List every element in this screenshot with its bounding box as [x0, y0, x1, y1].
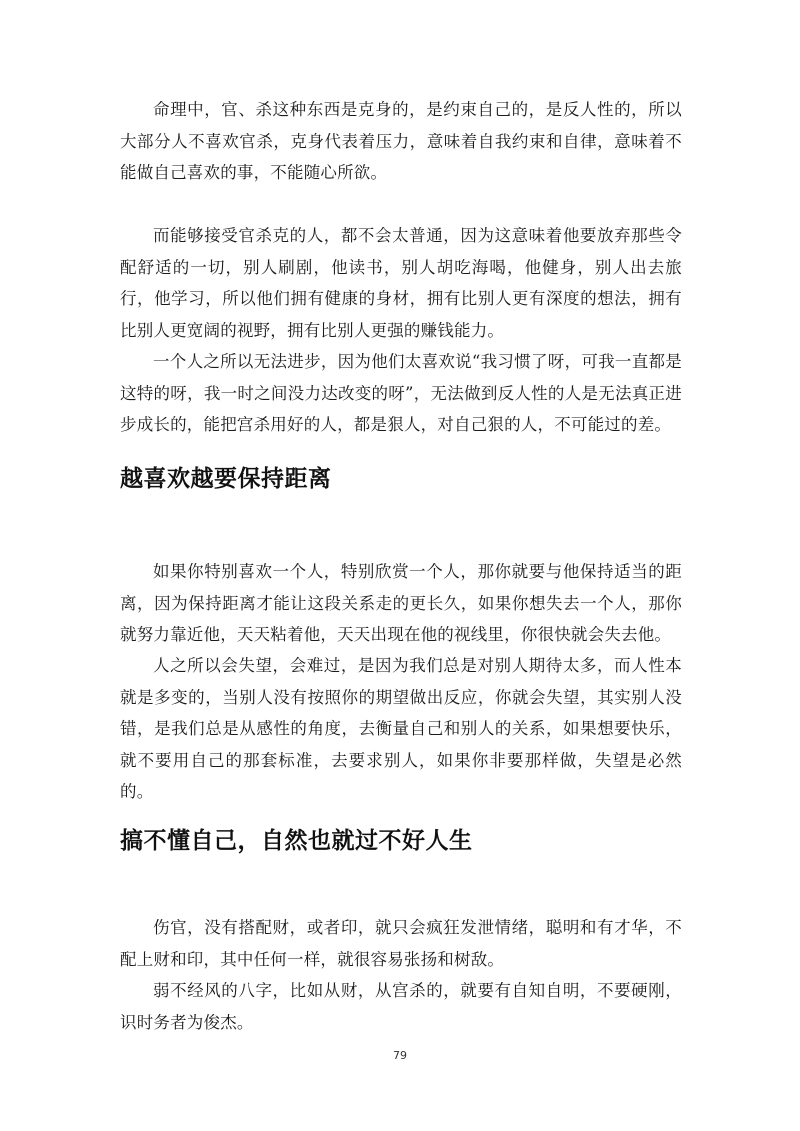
paragraph-hurting-officer: 伤官，没有搭配财，或者印，就只会疯狂发泄情绪，聪明和有才华，不配上财和印，其中任何一样，就很容易张扬和树敌。 — [120, 918, 682, 969]
paragraph-accepting-restraint: 而能够接受官杀克的人，都不会太普通，因为这意味着他要放弃那些令配舒适的一切，别人刷剧，他读书，别人胡吃海喝，他健身，别人出去旅行，他学习，所以他们拥有健康的身材，拥有比别人更有深度的想法，拥有比别人更宽阔的视野，拥有比别人更强的赚钱能力。 — [120, 226, 682, 340]
section-heading-understand-yourself: 搞不懂自己，自然也就过不好人生 — [120, 828, 473, 854]
page-number: 79 — [393, 1049, 407, 1062]
paragraph-disappointment: 人之所以会失望，会难过，是因为我们总是对别人期待太多，而人性本就是多变的，当别人没有按照你的期望做出反应，你就会失望，其实别人没错，是我们总是从感性的角度，去衡量自己和别人的关系，如果想要快乐，就不要用自己的那套标准，去要求别人，如果你非要那样做，失望是必然的。 — [120, 656, 682, 801]
paragraph-no-progress: 一个人之所以无法进步，因为他们太喜欢说“我习惯了呀，可我一直都是这特的呀，我一时之间没力达改变的呀”，无法做到反人性的人是无法真正进步成长的，能把宫杀用好的人，都是狠人，对自己狠的人，不可能过的差。 — [120, 352, 682, 434]
paragraph-like-someone: 如果你特别喜欢一个人，特别欣赏一个人，那你就要与他保持适当的距离，因为保持距离才能让这段关系走的更长久，如果你想失去一个人，那你就努力靠近他，天天粘着他，天天出现在他的视线里，你很快就会失去他。 — [120, 562, 682, 644]
paragraph-weak-chart: 弱不经风的八字，比如从财，从宫杀的，就要有自知自明，不要硬刚，识时务者为俊杰。 — [120, 981, 682, 1032]
section-heading-keep-distance: 越喜欢越要保持距离 — [120, 466, 332, 492]
paragraph-official-killing-restraint: 命理中，官、杀这种东西是克身的，是约束自己的，是反人性的，所以大部分人不喜欢官杀，克身代表着压力，意味着自我约束和自律，意味着不能做自己喜欢的事，不能随心所欲。 — [120, 100, 682, 182]
